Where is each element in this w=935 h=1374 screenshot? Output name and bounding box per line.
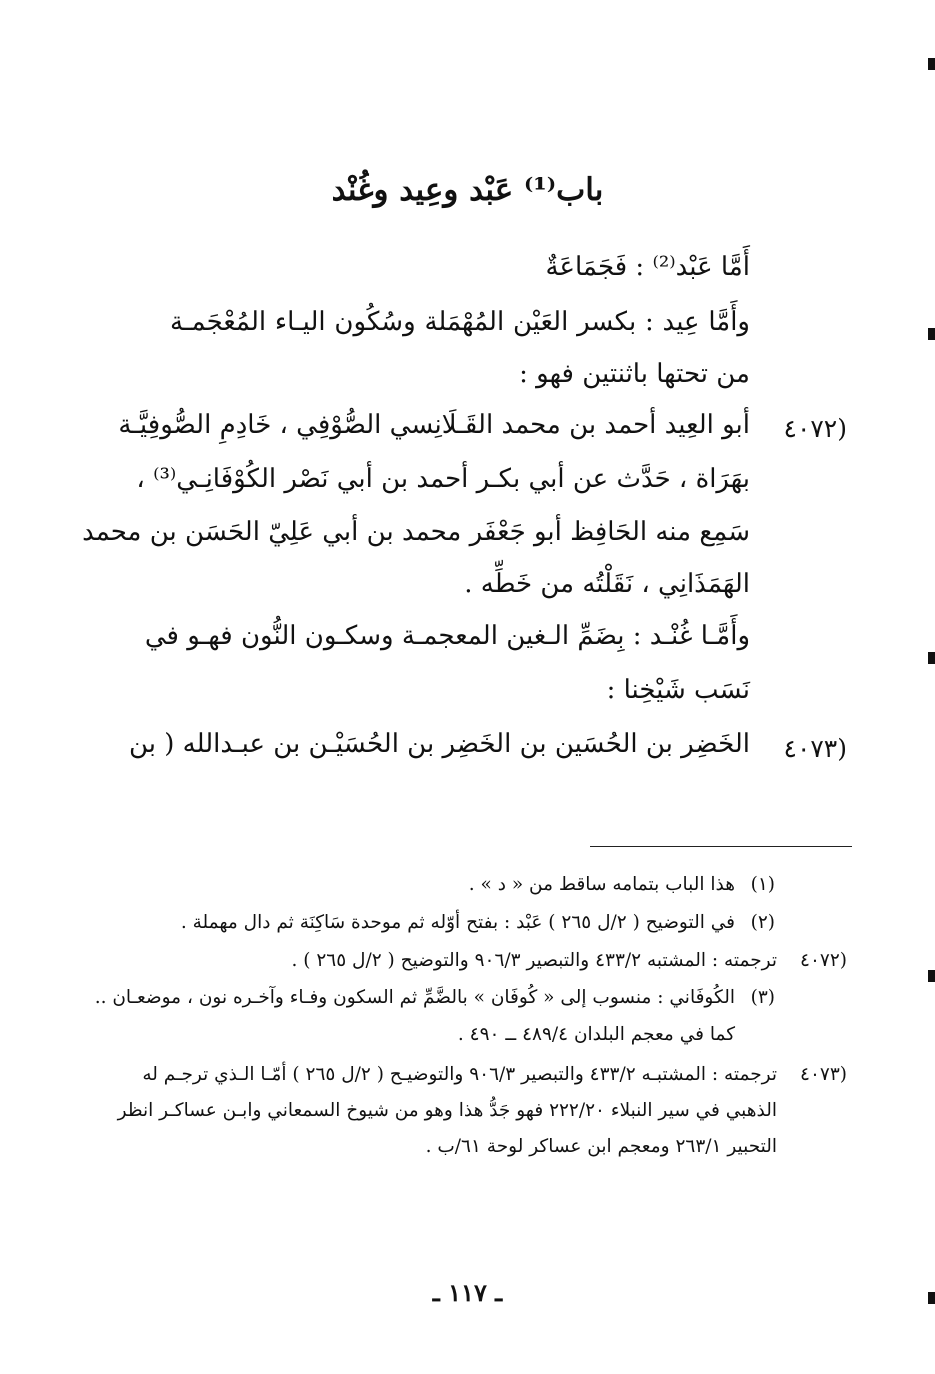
footnote-text: الكُوفَاني : منسوب إلى « كُوفَان » بالضَّمِّ ثم السكون وفـاء وآخـره نون ، موضعـان ..: [94, 987, 735, 1008]
entry-line: أبو العِيد أحمد بن محمد القَـلَانِسي الصُّوْفِي ، خَادِمِ الصُّوفِيَّـة: [118, 410, 750, 440]
entry-line: بهَرَاة ، حَدَّث عن أبي بكـر أحمد بن أبي نَصْر الكُوْفَانِـي⁽³⁾ ،: [136, 464, 750, 494]
scan-edge-mark: [928, 652, 935, 664]
footnote-text: التحبير ٢٦٣/١ ومعجم ابن عساكر لوحة ٦١/ب .: [425, 1136, 777, 1157]
footnote-text: الذهبي في سير النبلاء ٢٢٢/٢٠ فهو جَدُّ هذا وهو من شيوخ السمعاني وابـن عساكـر انظر: [117, 1100, 777, 1121]
body-line-2: وأَمَّا عِيد : بكسر العَيْن المُهْمَلة وسُكُون اليـاء المُعْجَمـة: [170, 307, 750, 337]
footnote-number: (٣): [750, 987, 775, 1008]
footnote-number: (٤٠٧٢: [800, 950, 847, 971]
scan-edge-mark: [928, 970, 935, 982]
footnote-text: ترجمته : المشتبه ٤٣٣/٢ والتبصير ٩٠٦/٣ والتوضيح ( ٢/ل ٢٦٥ ) .: [291, 950, 777, 971]
scan-edge-mark: [928, 328, 935, 340]
footnote-text: في التوضيح ( ٢/ل ٢٦٥ ) عَبْد : بفتح أوّله ثم موحدة سَاكِنَة ثم دال مهملة .: [180, 912, 735, 933]
footnote-separator: [590, 846, 852, 847]
footnote-number: (٢): [750, 912, 775, 933]
footnote-number: (١): [750, 874, 775, 895]
entry-number: (٤٠٧٣: [783, 734, 847, 763]
chapter-title: باب⁽¹⁾ عَبْد وعِيد وغُنْد: [331, 172, 604, 208]
footnote-text: هذا الباب بتمامه ساقط من « د » .: [468, 874, 735, 895]
entry-line: الهَمَذَانِي ، نَقَلْتُه من خَطِّه .: [464, 569, 750, 599]
page-number: ـ ١١٧ ـ: [432, 1278, 503, 1307]
entry-line: سَمِع منه الحَافِظ أبو جَعْفَر محمد بن أبي عَلِيّ الحَسَن بن محمد: [82, 517, 750, 547]
body-line-5: نَسَب شَيْخِنا :: [606, 675, 750, 705]
body-line-3: من تحتها باثنتين فهو :: [519, 359, 750, 389]
footnote-number: (٤٠٧٣: [800, 1064, 847, 1085]
footnote-text: كما في معجم البلدان ٤٨٩/٤ ــ ٤٩٠ .: [457, 1024, 735, 1045]
entry-number: (٤٠٧٢: [783, 414, 847, 443]
footnote-text: ترجمته : المشتبـه ٤٣٣/٢ والتبصير ٩٠٦/٣ والتوضيـح ( ٢/ل ٢٦٥ ) أمّـا الـذي ترجـم له: [142, 1064, 777, 1085]
entry-line: الخَضِر بن الحُسَين بن الخَضِر بن الحُسَيْـن بن عبـدالله ( بن: [128, 729, 750, 759]
body-line-4: وأَمَّـا غُنْـد : بِضَمِّ الـغين المعجمـة وسكـون النُّون فهـو في: [144, 621, 750, 651]
scan-edge-mark: [928, 58, 935, 70]
body-line-1: أَمَّا عَبْد⁽²⁾ : فَجَمَاعَةٌ: [545, 252, 750, 282]
